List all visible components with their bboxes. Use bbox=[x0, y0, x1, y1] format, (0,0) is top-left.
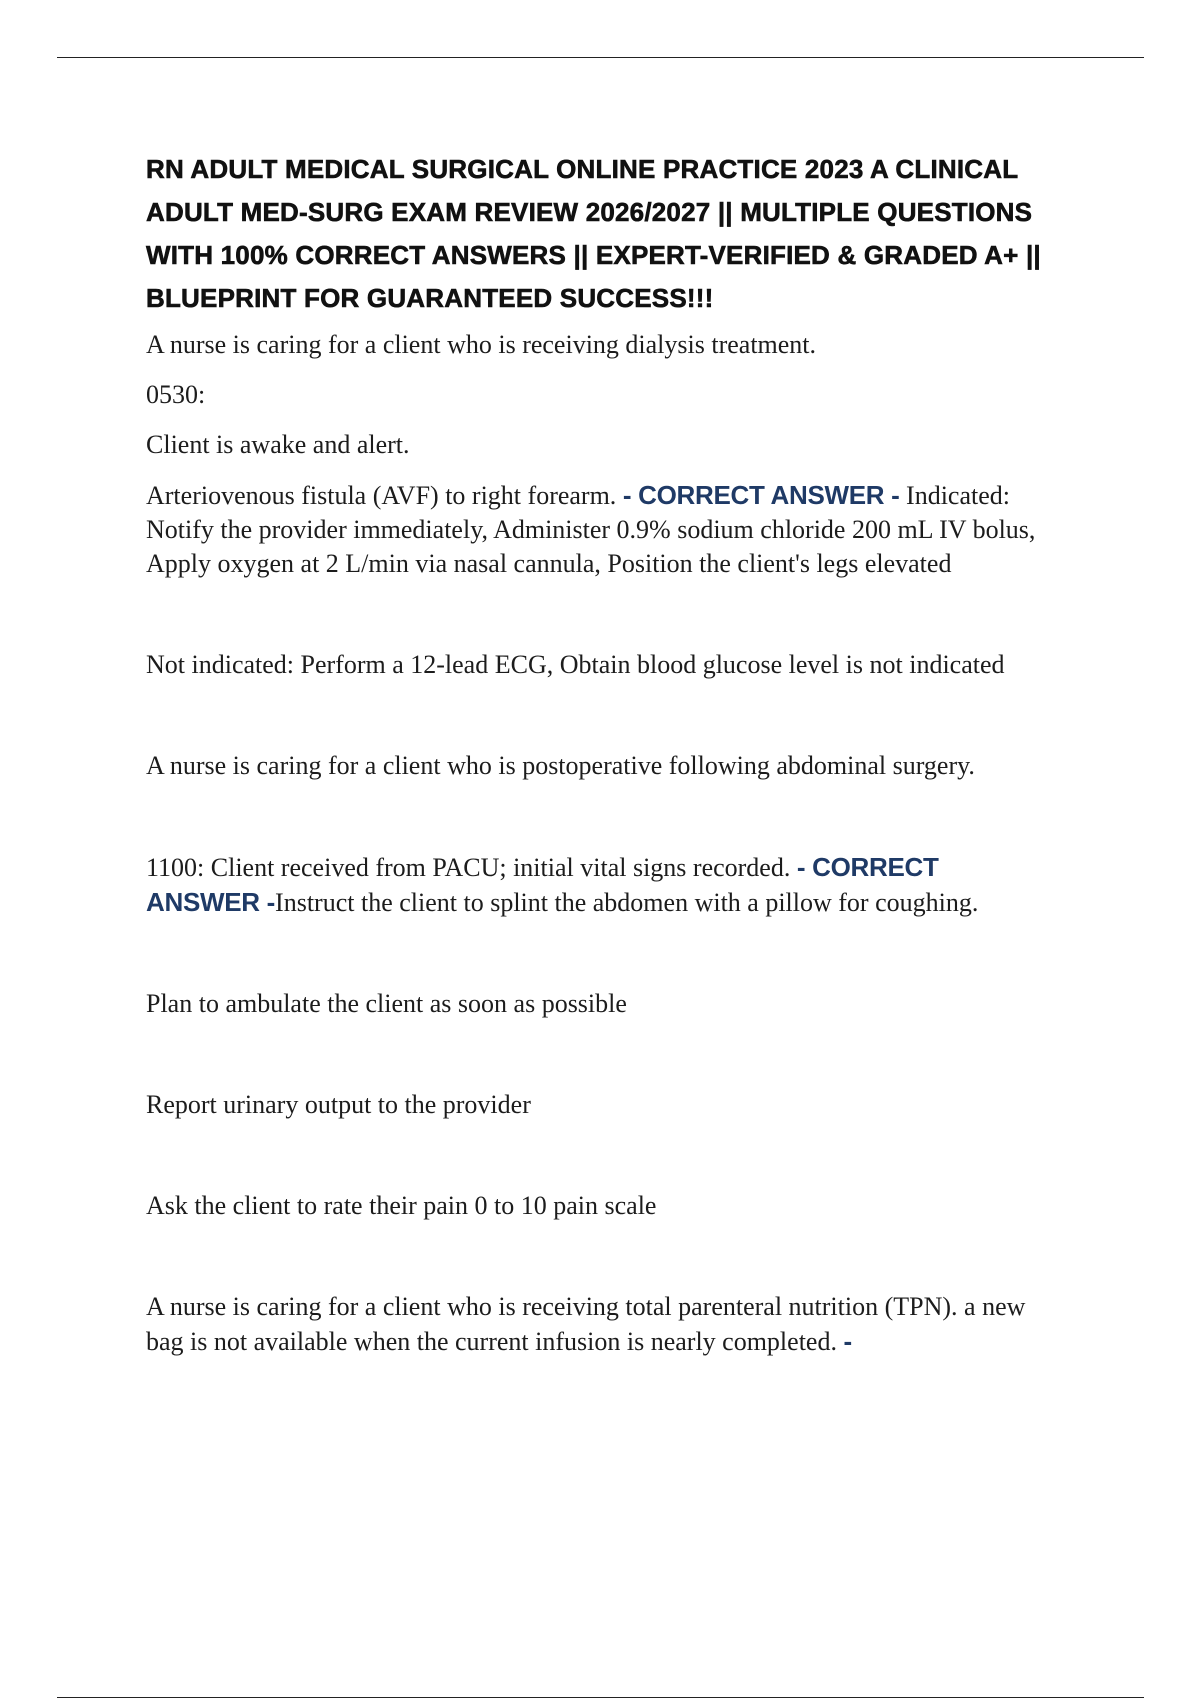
q2-entry-paragraph bbox=[146, 850, 1066, 920]
document-title: RN ADULT MEDICAL SURGICAL ONLINE PRACTICE 2023 A CLINICAL ADULT MED-SURG EXAM REVIEW 2026/2027 || MULTIPLE QUESTIONS WITH 100% CORRECT ANSWERS || EXPERT-VERIFIED & GRADED A+ || BLUEPRINT FOR GUARANTEED SUCCESS!!! bbox=[146, 154, 1041, 313]
bottom-rule bbox=[57, 1697, 1144, 1698]
q3-stem: A nurse is caring for a client who is receiving total parenteral nutrition (TPN). a new bag is not available when the current infusion is nearly completed. bbox=[146, 1292, 1026, 1356]
correct-answer-label: - CORRECT ANSWER - bbox=[622, 480, 900, 510]
q3-answer-dash: - bbox=[843, 1326, 852, 1356]
q1-answer-indicated: Indicated: Notify the provider immediately, Administer 0.9% sodium chloride 200 mL IV bolus, Apply oxygen at 2 L/min via nasal cannula, Position the client's legs elevated bbox=[146, 481, 1036, 578]
q1-answer-not-indicated: Not indicated: Perform a 12-lead ECG, Obtain blood glucose level is not indicated bbox=[146, 650, 1005, 679]
correct-answer-label-part1: - CORRECT bbox=[796, 852, 939, 882]
q1-status: Client is awake and alert. bbox=[146, 430, 410, 459]
q3-stem-paragraph bbox=[146, 1290, 1066, 1359]
q2-answer-4: Ask the client to rate their pain 0 to 10 pain scale bbox=[146, 1191, 657, 1220]
q2-stem: A nurse is caring for a client who is postoperative following abdominal surgery. bbox=[146, 751, 975, 780]
q2-answer-1: Instruct the client to splint the abdomen with a pillow for coughing. bbox=[275, 888, 979, 917]
q1-finding: Arteriovenous fistula (AVF) to right forearm. bbox=[146, 481, 617, 510]
q1-finding-paragraph bbox=[146, 478, 1066, 581]
q2-answer-2: Plan to ambulate the client as soon as possible bbox=[146, 989, 627, 1018]
document-body bbox=[146, 148, 1066, 1359]
q1-time: 0530: bbox=[146, 380, 206, 409]
top-rule bbox=[57, 57, 1144, 58]
q2-entry: 1100: Client received from PACU; initial vital signs recorded. bbox=[146, 853, 791, 882]
q1-stem: A nurse is caring for a client who is receiving dialysis treatment. bbox=[146, 330, 817, 359]
correct-answer-label-part2: ANSWER - bbox=[146, 887, 276, 917]
q2-answer-3: Report urinary output to the provider bbox=[146, 1090, 531, 1119]
